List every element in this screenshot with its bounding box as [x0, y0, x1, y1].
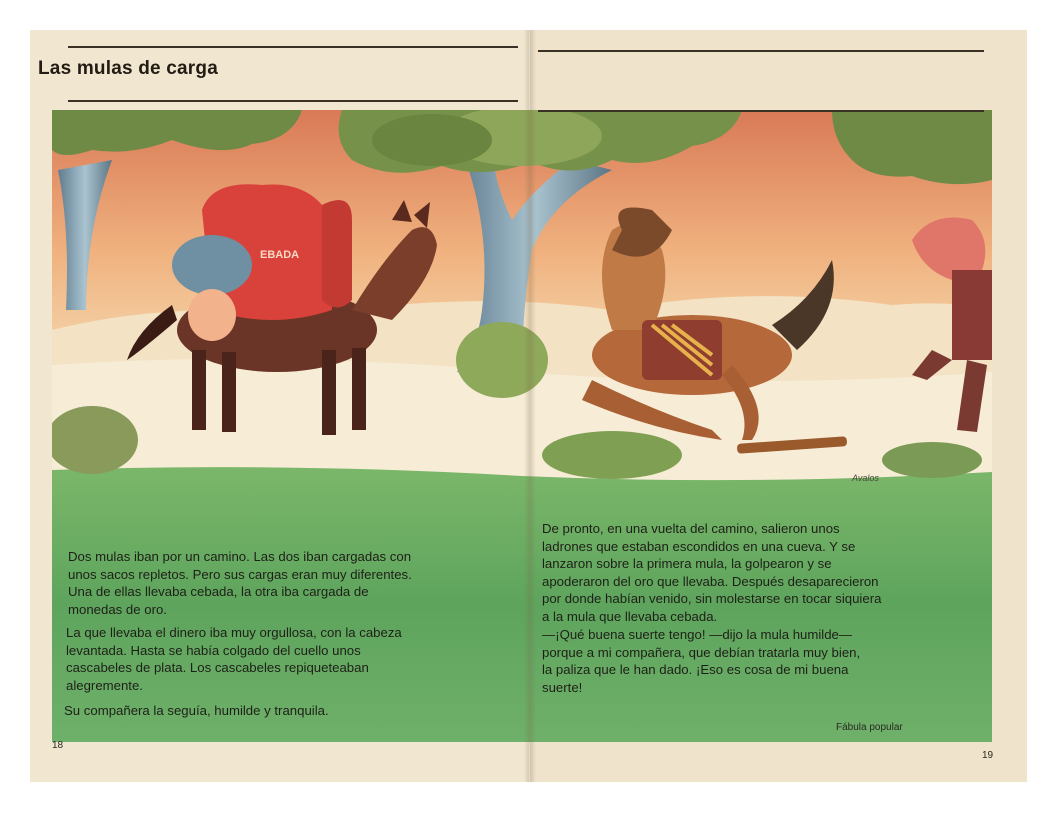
right-page-number: 19: [982, 750, 994, 761]
left-page-number: 18: [52, 740, 64, 751]
bush-bottom: [542, 431, 682, 479]
bush-right: [882, 442, 982, 478]
left-top-rule: [68, 46, 518, 48]
right-paragraph-1: De pronto, en una vuelta del camino, salieron unos ladrones que estaban escondidos en una cueva. Y se lanzaron sobre la primera mula, la golpearon y se apoderaron del oro que llevaba. Después desaparecieron por donde habían venido, sin molestarse en tocar siquiera a la mula que llevaba cebada.: [542, 521, 882, 624]
left-paragraph-1: Dos mulas iban por un camino. Las dos iban cargadas con unos sacos repletos. Pero sus cargas eran muy diferentes. Una de ellas llevaba cebada, la otra iba cargada de monedas de oro.: [68, 549, 412, 617]
illustrator-signature: Avalos: [852, 473, 879, 483]
sack-label: EBADA: [260, 249, 300, 261]
source-credit: Fábula popular: [836, 722, 903, 733]
left-paragraph-2: La que llevaba el dinero iba muy orgullosa, con la cabeza levantada. Hasta se había colgado del cuello unos cascabeles de plata. Los cascabeles repiqueteaban alegremente.: [66, 625, 402, 693]
story-title: Las mulas de carga: [38, 58, 218, 79]
left-bottom-rule: [68, 100, 518, 102]
right-bottom-rule: [538, 110, 984, 112]
right-top-rule: [538, 50, 984, 52]
bush-center: [456, 322, 548, 398]
right-paragraph-2: —¡Qué buena suerte tengo! —dijo la mula humilde— porque a mi compañera, que debían tratarla muy bien, la paliza que le han dado. ¡Eso es cosa de mi buena suerte!: [542, 627, 861, 695]
left-paragraph-3: Su compañera la seguía, humilde y tranquila.: [64, 703, 329, 718]
